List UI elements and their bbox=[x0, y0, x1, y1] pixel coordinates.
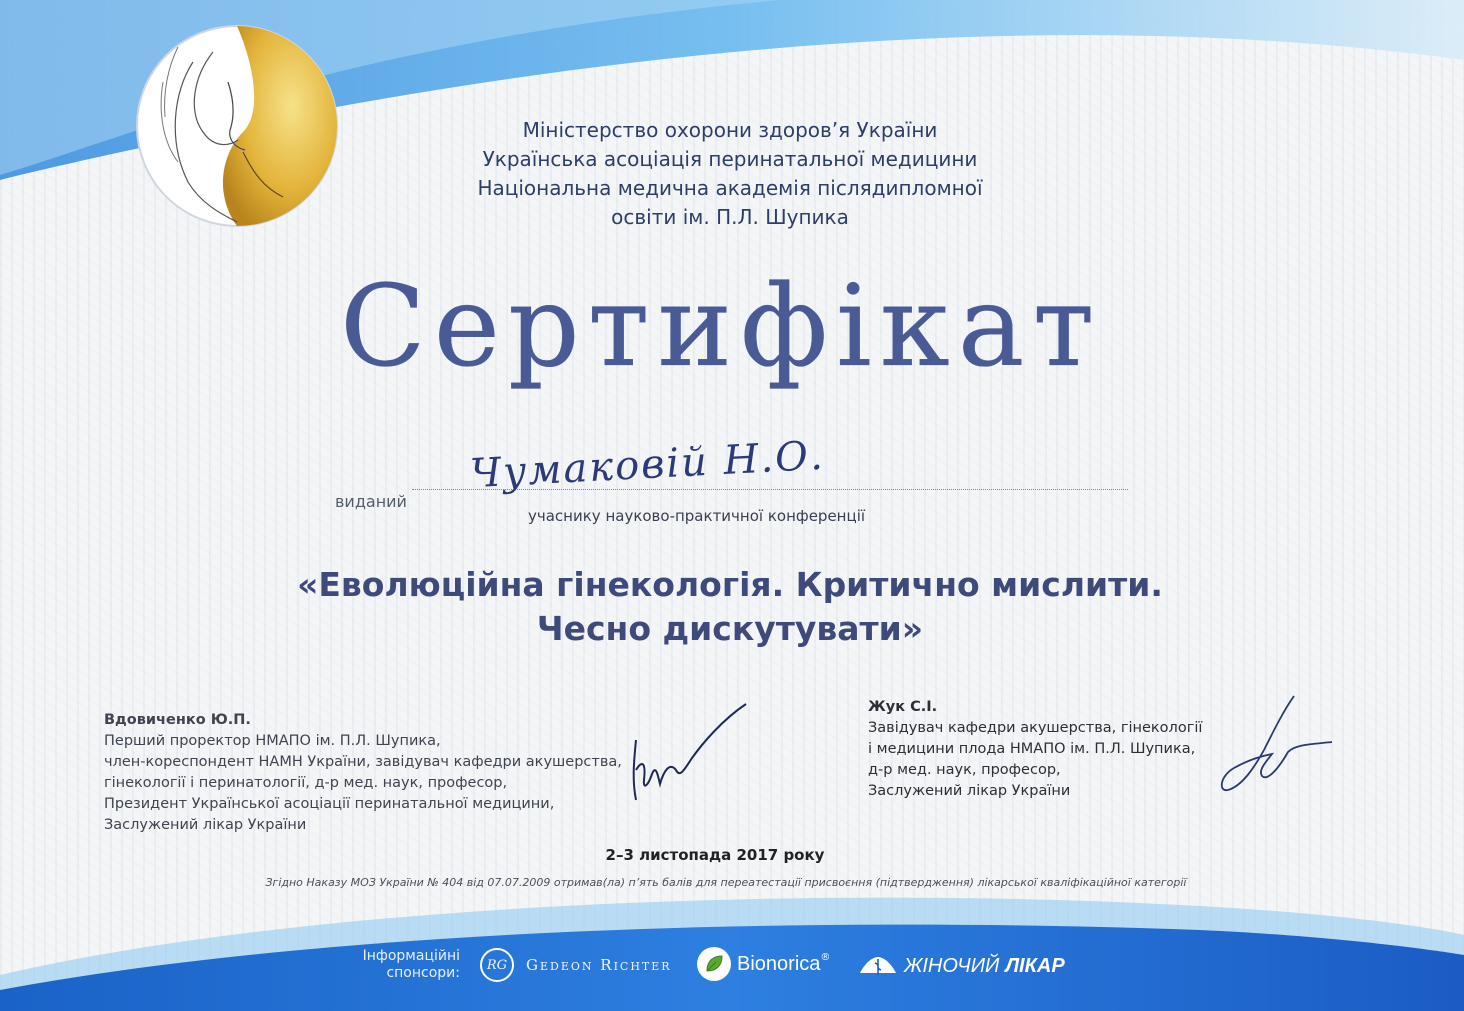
org-line-association: Українська асоціація перинатальної медицини bbox=[482, 147, 978, 171]
signatory-left-line: Перший проректор НМАПО ім. П.Л. Шупика, bbox=[104, 733, 441, 749]
certificate-title: Сертифікат bbox=[340, 262, 1103, 392]
signatory-left-name: Вдовиченко Ю.П. bbox=[104, 712, 251, 728]
bionorica-name: Bionorica bbox=[737, 952, 821, 975]
participant-label: учаснику науково-практичної конференції bbox=[528, 507, 866, 525]
signature-right-icon bbox=[1214, 690, 1344, 800]
gedeon-richter-logo-icon: RG bbox=[480, 948, 514, 982]
sponsors-label-line1: Інформаційні bbox=[362, 948, 460, 964]
signatory-right-line: Завідувач кафедри акушерства, гінекології bbox=[868, 720, 1203, 736]
org-line-academy: Національна медична академія післядипломної bbox=[477, 176, 983, 200]
bionorica-registered-mark: ® bbox=[820, 952, 831, 963]
zhinochyi-likar-logo-icon bbox=[858, 953, 898, 979]
emblem-mother-child-icon bbox=[133, 22, 341, 230]
organizations-block bbox=[400, 116, 1060, 232]
signatory-right-line: і медицини плода НМАПО ім. П.Л. Шупика, bbox=[868, 741, 1196, 757]
signatory-left-line: Заслужений лікар України bbox=[104, 817, 307, 833]
signature-left-icon bbox=[622, 700, 762, 810]
signatory-left-line: гінекології і перинатології, д-р мед. наук, професор, bbox=[104, 775, 508, 791]
org-line-ministry: Міністерство охорони здоров’я України bbox=[522, 118, 938, 142]
recipient-name: Чумаковій Н.О. bbox=[469, 432, 826, 498]
conference-title-line1: «Еволюційна гінекологія. Критично мислити. bbox=[297, 565, 1163, 604]
conference-title-line2: Чесно дискутувати» bbox=[536, 609, 924, 648]
sponsor-bionorica bbox=[697, 944, 830, 984]
signatory-right-name: Жук С.І. bbox=[868, 699, 938, 715]
sponsors-label-line2: спонсори: bbox=[386, 965, 460, 981]
signatory-left bbox=[104, 710, 624, 836]
signatory-right-line: Заслужений лікар України bbox=[868, 783, 1071, 799]
likar-text: ЛІКАР bbox=[1005, 954, 1065, 977]
signatory-left-line: Президент Української асоціації перинатальної медицини, bbox=[104, 796, 555, 812]
zhinochyi-text: ЖІНОЧИЙ bbox=[904, 954, 1000, 977]
sponsors-label bbox=[360, 948, 460, 982]
bionorica-leaf-icon bbox=[697, 947, 731, 981]
signatory-left-line: член-кореспондент НАМН України, завідувач кафедри акушерства, bbox=[104, 754, 622, 770]
signatory-right-line: д-р мед. наук, професор, bbox=[868, 762, 1061, 778]
org-line-academy-cont: освіти ім. П.Л. Шупика bbox=[611, 205, 849, 229]
event-date: 2–3 листопада 2017 року bbox=[605, 846, 825, 864]
sponsor-zhinochyi-likar bbox=[858, 948, 1065, 984]
issued-label: виданий bbox=[335, 492, 407, 511]
gedeon-richter-name: Gedeon Richter bbox=[526, 956, 672, 974]
accreditation-note: Згідно Наказу МОЗ України № 404 від 07.07.2009 отримав(ла) п’ять балів для переатестації присвоєння (підтвердження) лікарської кваліфікаційної категорії bbox=[265, 876, 1187, 889]
signatory-right bbox=[868, 697, 1228, 802]
sponsor-gedeon-richter bbox=[480, 945, 672, 985]
conference-title bbox=[200, 563, 1260, 651]
